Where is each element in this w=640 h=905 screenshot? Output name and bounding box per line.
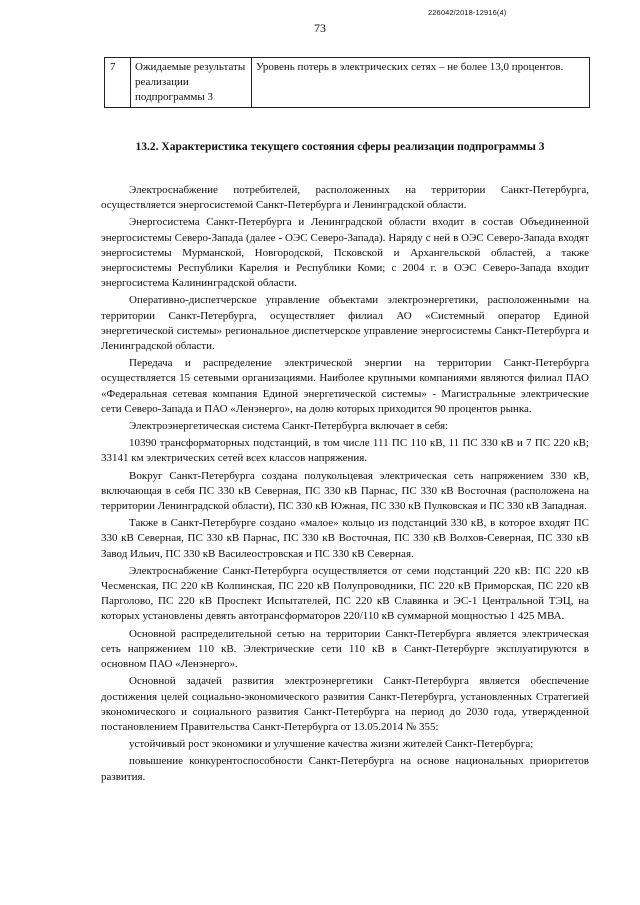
paragraph: Оперативно-диспетчерское управление объектами электроэнергетики, расположенными на территории Санкт-Петербурга, осуществляет филиал АО «Системный оператор Единой энергетической системы» региональное диспетчерское управление энергосистемы Санкт-Петербурга и Ленинградской области.: [101, 294, 589, 353]
paragraph: 10390 трансформаторных подстанций, в том числе 111 ПС 110 кВ, 11 ПС 330 кВ и 7 ПС 220 кВ; 33141 км электрических сетей всех классов напряжения.: [101, 437, 589, 465]
paragraph: Энергосистема Санкт-Петербурга и Ленинградской области входит в состав Объединенной энергосистемы Северо-Запада (далее - ОЭС Северо-Запада). Наряду с ней в ОЭС Северо-Запада входят энергосистемы Мурманской, Новгородской, Псковской и Архангельской областей, а также энергосистемы Республики Карелия и Республики Коми; с 2004 г. в ОЭС Северо-Запада входит энергосистема Калининградской области.: [101, 216, 589, 290]
document-body: [101, 183, 589, 787]
paragraph: Вокруг Санкт-Петербурга создана полукольцевая электрическая сеть напряжением 330 кВ, включающая в себя ПС 330 кВ Северная, ПС 330 кВ Парнас, ПС 330 кВ Восточная (расположена на территории Ленинградской области), ПС 330 кВ Южная, ПС 330 кВ Пулковская и ПС 330 кВ Западная.: [101, 469, 589, 513]
paragraph: Электроэнергетическая система Санкт-Петербурга включает в себя:: [129, 420, 449, 433]
paragraph: Основной распределительной сетью на территории Санкт-Петербурга является электрическая сеть напряжением 110 кВ. Электрические сети 110 кВ в Санкт-Петербурге эксплуатируются в основном ПАО «Ленэнерго».: [101, 627, 589, 671]
paragraph: устойчивый рост экономики и улучшение качества жизни жителей Санкт-Петербурга;: [129, 738, 534, 751]
row-value: Уровень потерь в электрических сетях – не более 13,0 процентов.: [252, 58, 590, 108]
row-number: 7: [105, 58, 131, 108]
paragraph: Основной задачей развития электроэнергетики Санкт-Петербурга является обеспечение достижения целей социально-экономического развития Санкт-Петербурга, установленных Стратегией экономического и социального развития Санкт-Петербурга на период до 2030 года, утвержденной постановлением Правительства Санкт-Петербурга от 13.05.2014 № 355:: [101, 675, 589, 733]
paragraph: Электроснабжение Санкт-Петербурга осуществляется от семи подстанций 220 кВ: ПС 220 кВ Чесменская, ПС 220 кВ Колпинская, ПС 220 кВ Полупроводники, ПС 220 кВ Приморская, ПС 220 кВ Парголово, ПС 220 кВ Проспект Испытателей, ПС 220 кВ Славянка и ЭС-1 Центральной ТЭЦ, на которых установлены девять автотрансформаторов 220/110 кВ суммарной мощностью 1 425 МВА.: [101, 564, 589, 623]
expected-results-table: [104, 57, 590, 108]
document-id: 226042/2018-12916(4): [428, 8, 507, 17]
row-label: Ожидаемые результаты реализации подпрограммы 3: [131, 58, 252, 108]
section-title: 13.2. Характеристика текущего состояния сферы реализации подпрограммы 3: [135, 141, 545, 153]
paragraph: Электроснабжение потребителей, расположенных на территории Санкт-Петербурга, осуществляется энергосистемой Санкт-Петербурга и Ленинградской области.: [101, 184, 589, 212]
paragraph: Передача и распределение электрической энергии на территории Санкт-Петербурга осуществляется 15 сетевыми организациями. Наиболее крупными компаниями являются филиал ПАО «Федеральная сетевая компания Единой энергетической системы» - Магистральные электрические сети Северо-Запада и ПАО «Ленэнерго», на долю которых приходится 90 процентов рынка.: [101, 357, 589, 415]
paragraph: повышение конкурентоспособности Санкт-Петербурга на основе национальных приоритетов развития.: [101, 755, 589, 783]
table-row: [105, 58, 590, 108]
paragraph: Также в Санкт-Петербурге создано «малое» кольцо из подстанций 330 кВ, в которое входят ПС 330 кВ Северная, ПС 330 кВ Парнас, ПС 330 кВ Восточная, ПС 330 кВ Волхов-Северная, ПС 330 кВ Завод Ильич, ПС 330 кВ Василеостровская и ПС 330 кВ Северная.: [101, 517, 589, 560]
page-number: 73: [314, 21, 326, 35]
